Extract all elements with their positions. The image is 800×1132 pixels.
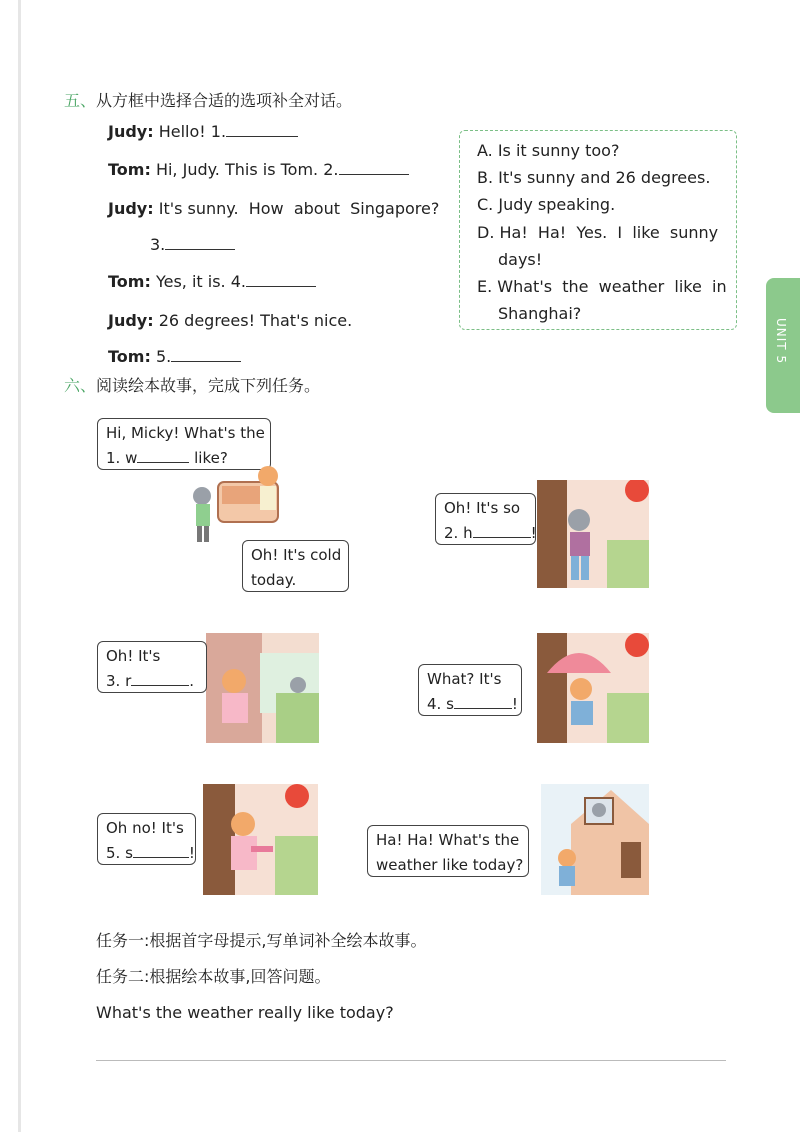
option-b: B. It's sunny and 26 degrees. [477, 168, 711, 187]
dialogue-line-3: Judy: It's sunny. How about Singapore? [108, 199, 440, 218]
illustration-mouse-sunny [537, 480, 649, 588]
dialogue-line-3b: 3. [150, 235, 235, 254]
section-5-title: 五、从方框中选择合适的选项补全对话。 [64, 91, 353, 110]
illustration-cat-window-rain [206, 633, 319, 743]
option-c: C. Judy speaking. [477, 195, 616, 214]
dialogue-line-1: Judy: Hello! 1. [108, 122, 298, 141]
section-6-title: 六、阅读绘本故事，完成下列任务。 [64, 376, 321, 395]
answer-blank-5[interactable] [171, 347, 241, 362]
story-blank-1[interactable] [137, 448, 189, 463]
dialogue-line-6: Tom: 5. [108, 347, 241, 366]
answer-blank-3[interactable] [165, 235, 235, 250]
options-box [459, 130, 737, 330]
illustration-mouse-window-cat [541, 784, 649, 895]
illustration-mouse-cat-bed [188, 462, 298, 552]
speech-bubble-1: Hi, Micky! What's the 1. w like? [97, 418, 271, 470]
task-1-instruction: 任务一:根据首字母提示,写单词补全绘本故事。 [96, 931, 427, 950]
speech-bubble-2: Oh! It's so 2. h ! [435, 493, 536, 545]
answer-blank-4[interactable] [246, 272, 316, 287]
answer-line[interactable] [96, 1060, 726, 1061]
option-e: E. What's the weather like in [477, 277, 727, 296]
option-a: A. Is it sunny too? [477, 141, 620, 160]
speech-bubble-1-reply: Oh! It's cold today. [242, 540, 349, 592]
dialogue-line-4: Tom: Yes, it is. 4. [108, 272, 316, 291]
option-e-cont: Shanghai? [498, 304, 582, 323]
story-blank-2[interactable] [473, 523, 531, 538]
answer-blank-2[interactable] [339, 160, 409, 175]
illustration-cat-sun [203, 784, 318, 895]
story-blank-3[interactable] [131, 671, 189, 686]
speech-bubble-5: Oh no! It's 5. s ! [97, 813, 196, 865]
speech-bubble-6: Ha! Ha! What's the weather like today? [367, 825, 529, 877]
task-2-instruction: 任务二:根据绘本故事,回答问题。 [96, 967, 331, 986]
speech-bubble-3: Oh! It's 3. r . [97, 641, 207, 693]
story-blank-4[interactable] [454, 694, 512, 709]
dialogue-line-5: Judy: 26 degrees! That's nice. [108, 311, 353, 330]
task-2-question: What's the weather really like today? [96, 1003, 394, 1022]
option-d: D. Ha! Ha! Yes. I like sunny [477, 223, 719, 242]
story-blank-5[interactable] [133, 843, 189, 858]
dialogue-line-2: Tom: Hi, Judy. This is Tom. 2. [108, 160, 409, 179]
answer-blank-1[interactable] [226, 122, 298, 137]
illustration-cat-umbrella [537, 633, 649, 743]
speech-bubble-4: What? It's 4. s ! [418, 664, 522, 716]
unit-side-tab: UNIT 5 [766, 278, 800, 413]
option-d-cont: days! [498, 250, 543, 269]
page-binding-edge [18, 0, 21, 1132]
